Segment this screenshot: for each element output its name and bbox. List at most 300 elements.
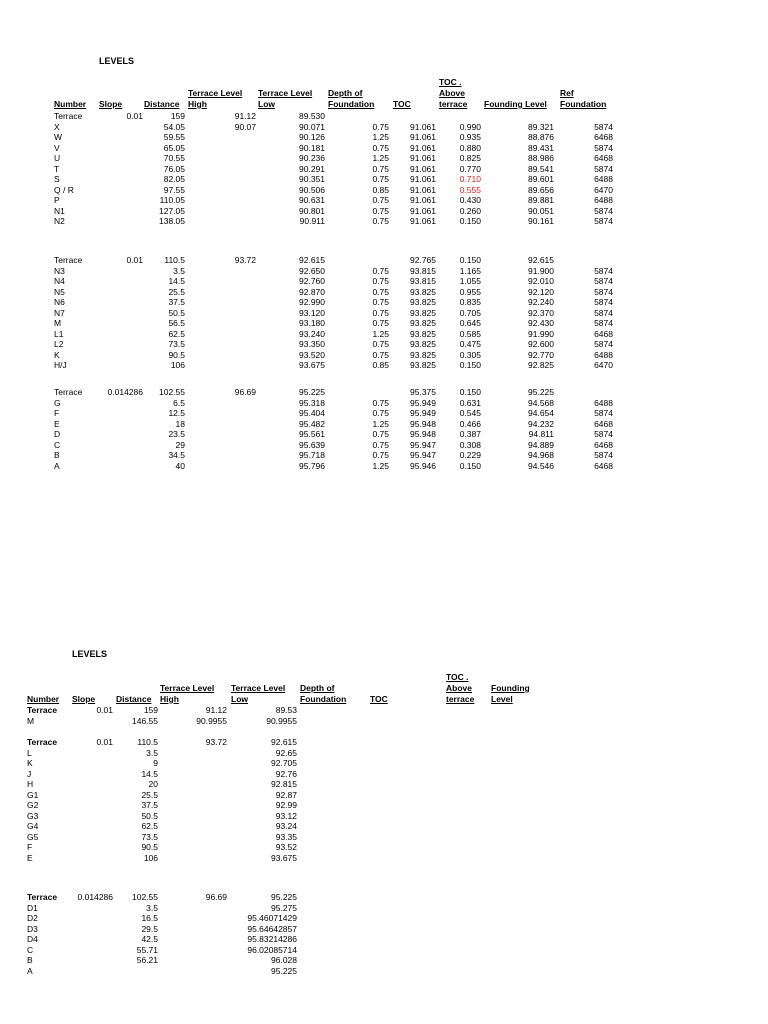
sheet1-founding-cell: 92.615 (528, 255, 554, 265)
sheet1-above-cell: 0.466 (459, 418, 481, 429)
sheet1-toc-cell: 93.825 (410, 328, 436, 339)
sheet1-toc-cell: 93.825 (410, 339, 436, 349)
sheet1-distance-cell: 73.5 (168, 339, 185, 349)
sheet1-distance-cell: 127.05 (159, 205, 185, 216)
sheet1-header-number: Number (54, 99, 87, 109)
sheet2-low-cell: 90.9955 (266, 715, 297, 726)
sheet1-distance-cell: 40 (175, 460, 185, 471)
sheet1-distance-cell: 90.5 (168, 349, 185, 360)
sheet1-header-ref-1: Ref (560, 88, 574, 98)
sheet2-distance-cell: 16.5 (141, 913, 158, 923)
sheet1-depth-cell: 0.75 (372, 121, 389, 132)
sheet1-header-depth-1: Depth of (328, 88, 363, 98)
sheet1-number-cell: N3 (54, 265, 65, 276)
sheet2-low-cell: 92.705 (271, 758, 297, 768)
sheet1-ref-cell: 6468 (594, 460, 613, 471)
sheet1-founding-cell: 88.876 (528, 132, 554, 142)
sheet2-distance-cell: 3.5 (146, 902, 158, 913)
sheet2-low-cell: 95.225 (271, 892, 297, 902)
sheet1-toc-cell: 95.947 (410, 439, 436, 450)
sheet1-toc-cell: 95.949 (410, 408, 436, 418)
sheet1-number-cell: X (54, 121, 60, 132)
sheet1-low-cell: 90.911 (299, 216, 325, 226)
sheet2-distance-cell: 110.5 (137, 737, 158, 747)
sheet2-low-cell: 93.24 (275, 821, 297, 831)
sheet1-ref-cell: 6488 (594, 174, 613, 184)
sheet1-number-cell: Terrace (54, 387, 83, 397)
sheet1-toc-cell: 91.061 (410, 205, 436, 216)
sheet1-distance-cell: 29 (175, 439, 185, 450)
sheet1-ref-cell: 6468 (594, 153, 613, 163)
sheet1-above-cell: 0.150 (459, 360, 481, 370)
sheet1-distance-cell: 65.05 (163, 142, 185, 153)
sheet1-number-cell: P (54, 195, 60, 205)
sheet1-above-cell: 0.990 (459, 121, 481, 132)
sheet2-number-cell: E (27, 852, 33, 863)
sheet2-low-cell: 89.53 (275, 705, 297, 715)
sheet1-low-cell: 90.236 (299, 153, 325, 163)
sheet1-slope-cell: 0.01 (126, 111, 143, 121)
sheet1-toc-cell: 95.946 (410, 460, 436, 471)
sheet1-depth-cell: 1.25 (372, 418, 389, 429)
sheet1-above-cell: 0.150 (459, 387, 481, 397)
sheet1-number-cell: M (54, 318, 62, 328)
sheet2-number-cell: F (27, 842, 33, 852)
sheet1-ref-cell: 5874 (594, 318, 613, 328)
sheet1-distance-cell: 14.5 (168, 276, 185, 286)
sheet1-above-cell: 0.955 (459, 286, 481, 297)
sheet1-low-cell: 90.071 (299, 121, 325, 132)
sheet1-founding-cell: 94.546 (528, 460, 554, 471)
sheet2-low-cell: 92.87 (275, 789, 297, 800)
sheet1-distance-cell: 62.5 (168, 328, 185, 339)
sheet2-low-cell: 95.64642857 (247, 923, 297, 934)
sheet1-toc-cell: 93.825 (410, 286, 436, 297)
sheet1-ref-cell: 6468 (594, 418, 613, 429)
sheet1-number-cell: T (54, 163, 60, 174)
sheet1-founding-cell: 92.770 (528, 349, 554, 360)
sheet2-header-number: Number (27, 694, 60, 704)
sheet1-header-above-1: TOC . (439, 77, 462, 87)
sheet1-depth-cell: 0.85 (372, 360, 389, 370)
sheet2-slope-cell: 0.014286 (77, 892, 113, 902)
sheet1-number-cell: Terrace (54, 255, 83, 265)
sheet1-low-cell: 93.350 (299, 339, 325, 349)
sheet2-number-cell: Terrace (27, 892, 58, 902)
sheet1-low-cell: 93.180 (299, 318, 325, 328)
sheet1-toc-cell: 93.825 (410, 349, 436, 360)
sheet1-depth-cell: 0.75 (372, 349, 389, 360)
sheet1-distance-cell: 50.5 (168, 307, 185, 318)
sheet1-header-slope: Slope (99, 99, 123, 109)
sheet1-distance-cell: 34.5 (168, 450, 185, 460)
sheet2-header-distance: Distance (116, 694, 152, 704)
sheet1-depth-cell: 0.75 (372, 429, 389, 439)
sheet1-founding-cell: 92.825 (528, 360, 554, 370)
sheet1-low-cell: 90.126 (299, 132, 325, 142)
sheet2-low-cell: 95.83214286 (247, 934, 297, 944)
sheet1-founding-cell: 92.430 (528, 318, 554, 328)
sheet1-above-cell: 0.710 (459, 174, 481, 184)
sheet1-depth-cell: 1.25 (372, 328, 389, 339)
sheet1-founding-cell: 89.321 (528, 121, 554, 132)
sheet1-ref-cell: 6488 (594, 195, 613, 205)
sheet1-header-distance: Distance (144, 99, 180, 109)
sheet2-low-cell: 96.028 (271, 955, 297, 965)
sheet1-distance-cell: 37.5 (168, 297, 185, 307)
sheet1-depth-cell: 0.75 (372, 163, 389, 174)
sheet1-number-cell: G (54, 397, 61, 408)
sheet1-low-cell: 92.650 (299, 265, 325, 276)
sheet1-number-cell: B (54, 450, 60, 460)
sheet2-low-cell: 96.02085714 (247, 944, 297, 955)
sheet2-low-cell: 93.675 (271, 852, 297, 863)
sheet2-distance-cell: 90.5 (141, 842, 158, 852)
sheet2-header-above-1: TOC . (446, 672, 469, 682)
sheet1-above-cell: 0.229 (459, 450, 481, 460)
sheet1-distance-cell: 102.55 (159, 387, 185, 397)
sheet2-distance-cell: 102.55 (132, 892, 158, 902)
sheet1-above-cell: 0.305 (459, 349, 481, 360)
sheet1-low-cell: 95.482 (299, 418, 325, 429)
sheet2-distance-cell: 25.5 (141, 789, 158, 800)
sheet2-number-cell: G5 (27, 831, 39, 842)
sheet2-header-low-1: Terrace Level (231, 683, 286, 693)
sheet1-header-low-2: Low (258, 99, 275, 109)
sheet1-low-cell: 95.404 (299, 408, 325, 418)
sheet1-depth-cell: 0.75 (372, 142, 389, 153)
sheet2-number-cell: G2 (27, 800, 39, 810)
sheet2-distance-cell: 42.5 (141, 934, 158, 944)
sheet1-founding-cell: 88.986 (528, 153, 554, 163)
sheet1-distance-cell: 59.55 (163, 132, 185, 142)
sheet1-depth-cell: 0.85 (372, 184, 389, 195)
sheet1-low-cell: 95.639 (299, 439, 325, 450)
sheet2-distance-cell: 159 (143, 705, 158, 715)
sheet2-header-high-2: High (160, 694, 179, 704)
sheet1-number-cell: U (54, 153, 61, 163)
sheet1-toc-cell: 91.061 (410, 153, 436, 163)
sheet1-depth-cell: 0.75 (372, 297, 389, 307)
sheet1-founding-cell: 94.968 (528, 450, 554, 460)
sheet1-ref-cell: 6488 (594, 349, 613, 360)
sheet1-header-above-3: terrace (439, 99, 468, 109)
sheet1-ref-cell: 5874 (594, 142, 613, 153)
sheet1-high-cell: 90.07 (234, 121, 256, 132)
sheet1-header-founding: Founding Level (484, 99, 547, 109)
sheet1-founding-cell: 89.656 (528, 184, 554, 195)
sheet1-low-cell: 92.990 (299, 297, 325, 307)
sheet1-low-cell: 90.291 (299, 163, 325, 174)
sheet1-toc-cell: 93.815 (410, 265, 436, 276)
sheet2-header-slope: Slope (72, 694, 96, 704)
sheet1-above-cell: 0.825 (459, 153, 481, 163)
sheet1-depth-cell: 0.75 (372, 195, 389, 205)
sheet1-toc-cell: 95.948 (410, 429, 436, 439)
sheet1-ref-cell: 6470 (594, 360, 613, 370)
sheet1-founding-cell: 90.051 (528, 205, 554, 216)
sheet2-slope-cell: 0.01 (96, 737, 113, 747)
sheet1-distance-cell: 97.55 (163, 184, 185, 195)
sheet2-header-above-2: Above (446, 683, 472, 693)
sheet1-founding-cell: 92.370 (528, 307, 554, 318)
sheet1-distance-cell: 12.5 (168, 408, 185, 418)
sheet1-depth-cell: 0.75 (372, 286, 389, 297)
sheet2-low-cell: 92.76 (275, 768, 297, 779)
sheet1-above-cell: 0.935 (459, 132, 481, 142)
sheet1-ref-cell: 6468 (594, 328, 613, 339)
sheet1-depth-cell: 1.25 (372, 153, 389, 163)
sheet1-depth-cell: 0.75 (372, 397, 389, 408)
sheet1-distance-cell: 25.5 (168, 286, 185, 297)
sheet1-ref-cell: 5874 (594, 276, 613, 286)
sheet1-distance-cell: 106 (170, 360, 185, 370)
sheet1-number-cell: S (54, 174, 60, 184)
sheet1-number-cell: N6 (54, 297, 65, 307)
sheet2-header-low-2: Low (231, 694, 248, 704)
sheet1-depth-cell: 0.75 (372, 205, 389, 216)
sheet1-toc-cell: 91.061 (410, 163, 436, 174)
sheet1-number-cell: D (54, 429, 61, 439)
sheet1-founding-cell: 94.889 (528, 439, 554, 450)
sheet1-founding-cell: 95.225 (528, 387, 554, 397)
sheet1-toc-cell: 93.825 (410, 307, 436, 318)
sheet2-distance-cell: 55.71 (136, 944, 158, 955)
sheet1-depth-cell: 0.75 (372, 408, 389, 418)
sheet2-number-cell: G1 (27, 789, 39, 800)
sheet2-number-cell: H (27, 779, 34, 789)
sheet1-ref-cell: 6470 (594, 184, 613, 195)
sheet1-depth-cell: 0.75 (372, 216, 389, 226)
sheet1-header-ref-2: Foundation (560, 99, 607, 109)
sheet2-title: LEVELS (72, 649, 108, 659)
sheet1-number-cell: L1 (54, 328, 64, 339)
sheet2-number-cell: C (27, 944, 34, 955)
sheet1-founding-cell: 91.990 (528, 328, 554, 339)
sheet1-above-cell: 1.165 (459, 265, 481, 276)
sheet1-founding-cell: 94.568 (528, 397, 554, 408)
sheet1-above-cell: 0.150 (459, 216, 481, 226)
sheet1-above-cell: 1.055 (459, 276, 481, 286)
sheet1-founding-cell: 92.600 (528, 339, 554, 349)
sheet2-distance-cell: 14.5 (141, 768, 158, 779)
sheet2-high-cell: 96.69 (205, 892, 227, 902)
sheet1-low-cell: 89.530 (299, 111, 325, 121)
sheet1-founding-cell: 92.010 (528, 276, 554, 286)
sheet1-founding-cell: 89.601 (528, 174, 554, 184)
sheet2-number-cell: D3 (27, 923, 38, 934)
sheet1-distance-cell: 18 (175, 418, 185, 429)
sheet2-high-cell: 91.12 (205, 705, 227, 715)
sheet1-ref-cell: 5874 (594, 408, 613, 418)
sheet1-ref-cell: 5874 (594, 339, 613, 349)
sheet1-low-cell: 92.870 (299, 286, 325, 297)
sheet2-number-cell: L (27, 747, 32, 758)
sheet1-depth-cell: 0.75 (372, 318, 389, 328)
sheet1-ref-cell: 5874 (594, 450, 613, 460)
sheet2-header-toc: TOC (370, 694, 388, 704)
sheet1-above-cell: 0.880 (459, 142, 481, 153)
sheet2-low-cell: 95.46071429 (247, 913, 297, 923)
sheet1-above-cell: 0.835 (459, 297, 481, 307)
sheet1-low-cell: 93.675 (299, 360, 325, 370)
sheet1-toc-cell: 93.815 (410, 276, 436, 286)
sheet1-low-cell: 90.181 (299, 142, 325, 153)
sheet2-header-high-1: Terrace Level (160, 683, 215, 693)
sheet2-low-cell: 92.815 (271, 779, 297, 789)
sheet2-distance-cell: 62.5 (141, 821, 158, 831)
sheet1-header-depth-2: Foundation (328, 99, 375, 109)
sheet1-toc-cell: 93.825 (410, 360, 436, 370)
sheet1-header-above-2: Above (439, 88, 465, 98)
sheet1-depth-cell: 0.75 (372, 450, 389, 460)
sheet1-ref-cell: 6468 (594, 132, 613, 142)
sheet2-low-cell: 92.65 (275, 747, 297, 758)
sheet2-number-cell: J (27, 768, 32, 779)
sheet2-number-cell: D4 (27, 934, 38, 944)
sheet2-distance-cell: 56.21 (136, 955, 158, 965)
sheet2-number-cell: B (27, 955, 33, 965)
sheet1-toc-cell: 95.948 (410, 418, 436, 429)
sheet2-low-cell: 93.12 (275, 810, 297, 821)
sheet1-distance-cell: 6.5 (173, 397, 185, 408)
sheet1-slope-cell: 0.01 (126, 255, 143, 265)
sheet1-above-cell: 0.150 (459, 460, 481, 471)
sheet2-low-cell: 95.225 (271, 965, 297, 976)
sheet2-number-cell: Terrace (27, 737, 58, 747)
sheet1-number-cell: H/J (54, 360, 67, 370)
sheet1-founding-cell: 91.900 (528, 265, 554, 276)
sheet1-distance-cell: 54.05 (163, 121, 185, 132)
sheet1-toc-cell: 91.061 (410, 216, 436, 226)
sheet1-ref-cell: 5874 (594, 286, 613, 297)
sheet2-number-cell: D2 (27, 913, 38, 923)
sheet1-founding-cell: 92.120 (528, 286, 554, 297)
sheet2-low-cell: 92.615 (271, 737, 297, 747)
sheet1-above-cell: 0.260 (459, 205, 481, 216)
sheet2-low-cell: 93.35 (275, 831, 297, 842)
sheet1-distance-cell: 56.5 (168, 318, 185, 328)
sheet1-depth-cell: 1.25 (372, 460, 389, 471)
sheet2-distance-cell: 9 (153, 758, 158, 768)
sheet2-number-cell: K (27, 758, 33, 768)
sheet1-above-cell: 0.645 (459, 318, 481, 328)
sheet1-above-cell: 0.585 (459, 328, 481, 339)
sheet1-low-cell: 95.225 (299, 387, 325, 397)
sheet1-distance-cell: 23.5 (168, 429, 185, 439)
sheet1-founding-cell: 94.654 (528, 408, 554, 418)
sheet1-ref-cell: 5874 (594, 429, 613, 439)
sheet1-founding-cell: 94.811 (528, 429, 554, 439)
sheet2-header-founding-1: Founding (491, 683, 530, 693)
sheet1-number-cell: F (54, 408, 60, 418)
sheet1-ref-cell: 5874 (594, 297, 613, 307)
sheet2-number-cell: A (27, 965, 33, 976)
sheet1-low-cell: 95.718 (299, 450, 325, 460)
sheet1-distance-cell: 159 (170, 111, 185, 121)
sheet2-high-cell: 93.72 (205, 737, 227, 747)
sheet1-above-cell: 0.308 (459, 439, 481, 450)
sheet1-number-cell: N5 (54, 286, 65, 297)
sheet1-above-cell: 0.555 (459, 184, 481, 195)
sheet1-slope-cell: 0.014286 (107, 387, 143, 397)
sheet1-number-cell: A (54, 460, 60, 471)
sheet2-number-cell: D1 (27, 902, 38, 913)
sheet1-toc-cell: 91.061 (410, 184, 436, 195)
sheet1-ref-cell: 5874 (594, 205, 613, 216)
sheet1-ref-cell: 5874 (594, 307, 613, 318)
sheet1-header-high-1: Terrace Level (188, 88, 243, 98)
sheet1-number-cell: C (54, 439, 61, 450)
sheet1-ref-cell: 6488 (594, 397, 613, 408)
sheet1-number-cell: V (54, 142, 60, 153)
sheet1-number-cell: L2 (54, 339, 64, 349)
sheet1-high-cell: 93.72 (234, 255, 256, 265)
sheet1-toc-cell: 93.825 (410, 318, 436, 328)
sheet1-founding-cell: 89.881 (528, 195, 554, 205)
sheet1-toc-cell: 91.061 (410, 142, 436, 153)
sheet1-low-cell: 95.318 (299, 397, 325, 408)
sheet1-header-low-1: Terrace Level (258, 88, 313, 98)
sheet1-number-cell: Terrace (54, 111, 83, 121)
sheet1-low-cell: 90.801 (299, 205, 325, 216)
sheet2-number-cell: G4 (27, 821, 39, 831)
sheet1-founding-cell: 94.232 (528, 418, 554, 429)
sheet1-distance-cell: 3.5 (173, 265, 185, 276)
sheet1-header-high-2: High (188, 99, 207, 109)
sheet1-above-cell: 0.150 (459, 255, 481, 265)
sheet1-depth-cell: 0.75 (372, 339, 389, 349)
sheet1-above-cell: 0.770 (459, 163, 481, 174)
sheet1-low-cell: 93.120 (299, 307, 325, 318)
sheet2-distance-cell: 73.5 (141, 831, 158, 842)
sheet2-distance-cell: 3.5 (146, 747, 158, 758)
sheet1-distance-cell: 76.05 (163, 163, 185, 174)
sheet1-ref-cell: 5874 (594, 265, 613, 276)
sheet1-depth-cell: 1.25 (372, 132, 389, 142)
sheet1-low-cell: 95.796 (299, 460, 325, 471)
sheet1-toc-cell: 91.061 (410, 174, 436, 184)
sheet1-header-toc: TOC (393, 99, 411, 109)
sheet1-above-cell: 0.545 (459, 408, 481, 418)
sheet1-founding-cell: 89.541 (528, 163, 554, 174)
sheet1-number-cell: Q / R (54, 184, 74, 195)
sheet1-founding-cell: 92.240 (528, 297, 554, 307)
sheet1-ref-cell: 5874 (594, 121, 613, 132)
sheet1-depth-cell: 0.75 (372, 276, 389, 286)
sheet1-ref-cell: 5874 (594, 216, 613, 226)
sheet1-low-cell: 93.240 (299, 328, 325, 339)
sheet2-distance-cell: 106 (143, 852, 158, 863)
sheet1-number-cell: W (54, 132, 63, 142)
sheet1-toc-cell: 92.765 (410, 255, 436, 265)
sheet2-header-above-3: terrace (446, 694, 475, 704)
sheet1-toc-cell: 91.061 (410, 132, 436, 142)
sheet1-title: LEVELS (99, 56, 135, 66)
sheet1-number-cell: E (54, 418, 60, 429)
sheet1-above-cell: 0.705 (459, 307, 481, 318)
sheet1-low-cell: 92.760 (299, 276, 325, 286)
sheet1-toc-cell: 91.061 (410, 195, 436, 205)
sheet1-number-cell: N2 (54, 216, 65, 226)
sheet1-number-cell: K (54, 349, 60, 360)
sheet1-toc-cell: 95.947 (410, 450, 436, 460)
sheet2-distance-cell: 50.5 (141, 810, 158, 821)
sheet2-distance-cell: 37.5 (141, 800, 158, 810)
sheet2-distance-cell: 146.55 (132, 715, 158, 726)
sheet1-low-cell: 90.351 (299, 174, 325, 184)
sheet2-number-cell: M (27, 715, 35, 726)
